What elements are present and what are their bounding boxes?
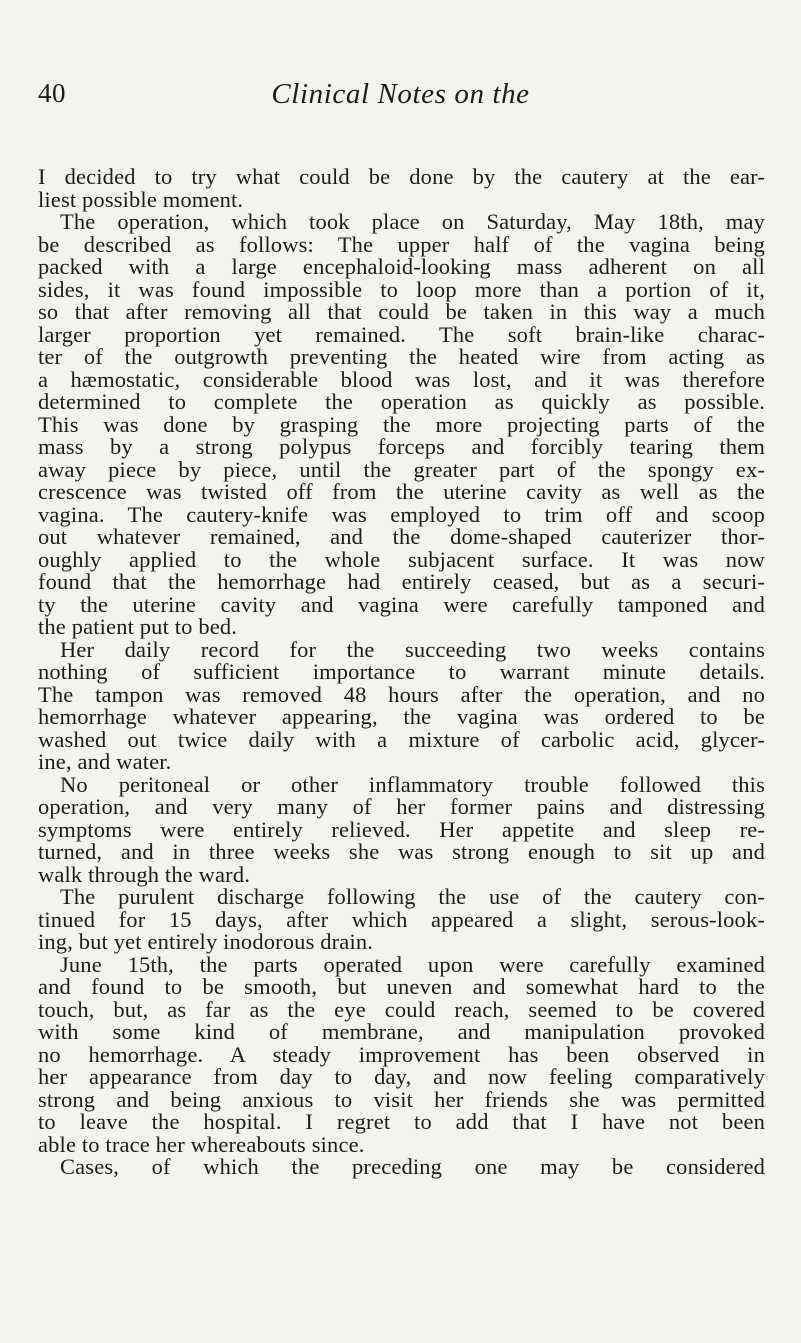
text-line: hemorrhage whatever appearing, the vagina was ordered to be [38,704,765,729]
text-line: vagina. The cautery-knife was employed to trim off and scoop [38,501,765,527]
text-line: The purulent discharge following the use of the cautery con- [60,884,765,909]
text-line: determined to complete the operation as quickly as possible. [38,389,765,414]
body-text [38,166,765,1179]
text-line: liest possible moment. [38,186,244,212]
text-line: be described as follows: The upper half of the vagina being [38,231,765,257]
text-line: ty the uterine cavity and vagina were carefully tamponed and [38,591,765,617]
text-line: I decided to try what could be done by the cautery at the ear- [38,164,765,189]
text-line: turned, and in three weeks she was strong enough to sit up and [38,839,765,864]
text-line: touch, but, as far as the eye could reach, seemed to be covered [38,996,765,1022]
text-line: able to trace her whereabouts since. [38,1131,365,1157]
text-line: out whatever remained, and the dome-shaped cauterizer thor- [38,524,765,549]
text-line: ing, but yet entirely inodorous drain. [38,929,374,954]
text-line: The operation, which took place on Saturday, May 18th, may [60,209,765,234]
text-line: the patient put to bed. [38,614,238,639]
text-line: Her daily record for the succeeding two weeks contains [60,636,765,662]
text-line: found that the hemorrhage had entirely ceased, but as a securi- [38,569,765,594]
page-number: 40 [38,78,66,108]
text-line: no hemorrhage. A steady improvement has been observed in [38,1041,765,1067]
text-line: oughly applied to the whole subjacent surface. It was now [38,546,765,572]
text-line: sides, it was found impossible to loop more than a portion of it, [38,276,765,302]
text-line: to leave the hospital. I regret to add that I have not been [38,1109,765,1134]
text-line: mass by a strong polypus forceps and forcibly tearing them [38,434,765,459]
text-line: packed with a large encephaloid-looking mass adherent on all [38,254,765,279]
text-line: so that after removing all that could be taken in this way a much [38,299,765,324]
text-line: tinued for 15 days, after which appeared a slight, serous-look- [38,906,765,932]
text-line: with some kind of membrane, and manipulation provoked [38,1019,765,1044]
running-title: Clinical Notes on the [271,78,530,110]
text-line: walk through the ward. [38,861,250,887]
text-line: Cases, of which the preceding one may be considered [60,1154,765,1179]
text-line: a hæmostatic, considerable blood was lost, and it was therefore [38,366,765,392]
text-line: symptoms were entirely relieved. Her appetite and sleep re- [38,816,765,842]
text-line: operation, and very many of her former pains and distressing [38,794,765,819]
text-line: The tampon was removed 48 hours after the operation, and no [38,681,765,707]
text-line: June 15th, the parts operated upon were carefully examined [60,951,765,977]
text-line: strong and being anxious to visit her friends she was permitted [38,1086,765,1112]
text-line: This was done by grasping the more projecting parts of the [38,411,765,437]
text-line: No peritoneal or other inflammatory trouble followed this [60,771,765,797]
text-line: her appearance from day to day, and now feeling comparatively [38,1064,765,1089]
text-line: away piece by piece, until the greater part of the spongy ex- [38,456,765,482]
text-line: crescence was twisted off from the uterine cavity as well as the [38,479,765,504]
text-line: ter of the outgrowth preventing the heated wire from acting as [38,344,765,369]
text-line: and found to be smooth, but uneven and somewhat hard to the [38,974,765,999]
running-head [38,78,763,118]
text-line: nothing of sufficient importance to warrant minute details. [38,659,765,684]
text-line: larger proportion yet remained. The soft brain-like charac- [38,321,765,347]
text-line: ine, and water. [38,749,172,774]
text-line: washed out twice daily with a mixture of carbolic acid, glycer- [38,726,765,752]
